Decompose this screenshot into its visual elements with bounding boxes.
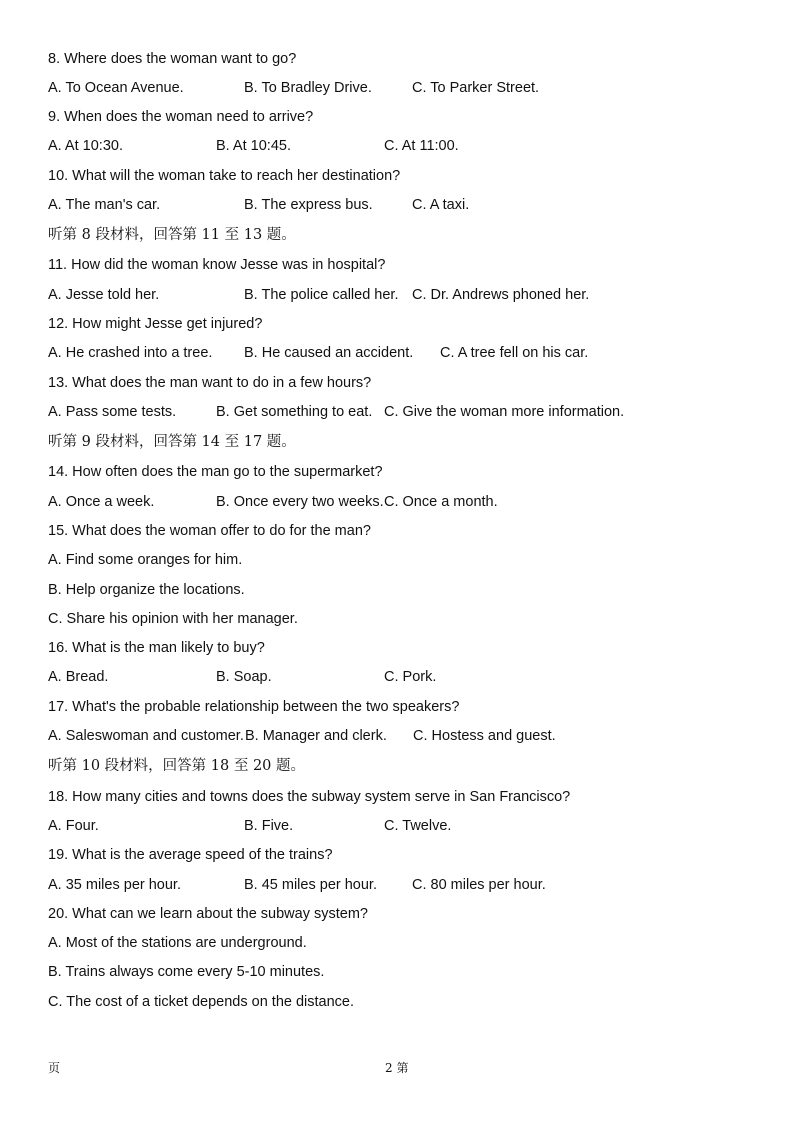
question-15-option-a: A. Find some oranges for him. [48, 552, 243, 568]
question-16-option-b: B. Soap. [216, 669, 272, 685]
question-12-stem: 12. How might Jesse get injured? [48, 316, 263, 332]
question-10-option-b: B. The express bus. [244, 197, 373, 213]
question-17-option-c: C. Hostess and guest. [413, 728, 556, 744]
question-13-stem: 13. What does the man want to do in a few hours? [48, 375, 372, 391]
question-20-option-c: C. The cost of a ticket depends on the distance. [48, 994, 355, 1010]
question-13-option-c: C. Give the woman more information. [384, 404, 625, 420]
question-8-option-b: B. To Bradley Drive. [244, 80, 372, 96]
question-10-stem: 10. What will the woman take to reach her destination? [48, 168, 401, 184]
question-20-stem: 20. What can we learn about the subway system? [48, 906, 368, 922]
question-18-option-c: C. Twelve. [384, 818, 452, 834]
question-15-option-b: B. Help organize the locations. [48, 582, 245, 598]
question-13-option-b: B. Get something to eat. [216, 404, 373, 420]
question-15-option-c: C. Share his opinion with her manager. [48, 611, 298, 627]
question-12-option-c: C. A tree fell on his car. [440, 345, 589, 361]
question-11-option-b: B. The police called her. [244, 287, 399, 303]
question-11-option-c: C. Dr. Andrews phoned her. [412, 287, 590, 303]
question-8-option-a: A. To Ocean Avenue. [48, 80, 184, 96]
question-17-stem: 17. What's the probable relationship between the two speakers? [48, 699, 460, 715]
question-8-option-c: C. To Parker Street. [412, 80, 540, 96]
question-13-option-a: A. Pass some tests. [48, 404, 177, 420]
question-14-option-c: C. Once a month. [384, 494, 498, 510]
question-15-stem: 15. What does the woman offer to do for the man? [48, 523, 371, 539]
question-16-option-a: A. Bread. [48, 669, 109, 685]
question-20-option-a: A. Most of the stations are underground. [48, 935, 307, 951]
question-17-option-b: B. Manager and clerk. [245, 728, 387, 744]
question-19-option-c: C. 80 miles per hour. [412, 877, 546, 893]
section-10-heading: 听第 10 段材料，回答第 18 至 20 题。 [48, 758, 306, 774]
question-10-option-a: A. The man's car. [48, 197, 161, 213]
question-8-stem: 8. Where does the woman want to go? [48, 51, 297, 67]
section-9-heading: 听第 9 段材料，回答第 14 至 17 题。 [48, 434, 296, 450]
question-12-option-b: B. He caused an accident. [244, 345, 414, 361]
question-9-option-a: A. At 10:30. [48, 138, 123, 154]
question-19-stem: 19. What is the average speed of the trains? [48, 847, 333, 863]
question-18-option-b: B. Five. [244, 818, 294, 834]
question-12-option-a: A. He crashed into a tree. [48, 345, 213, 361]
question-17-option-a: A. Saleswoman and customer. [48, 728, 244, 744]
question-18-option-a: A. Four. [48, 818, 99, 834]
question-11-stem: 11. How did the woman know Jesse was in hospital? [48, 257, 386, 273]
question-9-stem: 9. When does the woman need to arrive? [48, 109, 314, 125]
question-19-option-b: B. 45 miles per hour. [244, 877, 377, 893]
question-11-option-a: A. Jesse told her. [48, 287, 160, 303]
question-9-option-b: B. At 10:45. [216, 138, 291, 154]
question-10-option-c: C. A taxi. [412, 197, 470, 213]
section-8-heading: 听第 8 段材料，回答第 11 至 13 题。 [48, 227, 296, 243]
question-19-option-a: A. 35 miles per hour. [48, 877, 181, 893]
question-14-option-b: B. Once every two weeks. [216, 494, 384, 510]
question-18-stem: 18. How many cities and towns does the subway system serve in San Francisco? [48, 789, 571, 805]
question-20-option-b: B. Trains always come every 5-10 minutes. [48, 964, 325, 980]
footer-left: 页 [48, 1061, 61, 1075]
question-9-option-c: C. At 11:00. [384, 138, 459, 154]
question-14-option-a: A. Once a week. [48, 494, 155, 510]
question-16-stem: 16. What is the man likely to buy? [48, 640, 265, 656]
question-14-stem: 14. How often does the man go to the supermarket? [48, 464, 383, 480]
footer-page-number: 2 第 [385, 1061, 409, 1075]
question-16-option-c: C. Pork. [384, 669, 437, 685]
